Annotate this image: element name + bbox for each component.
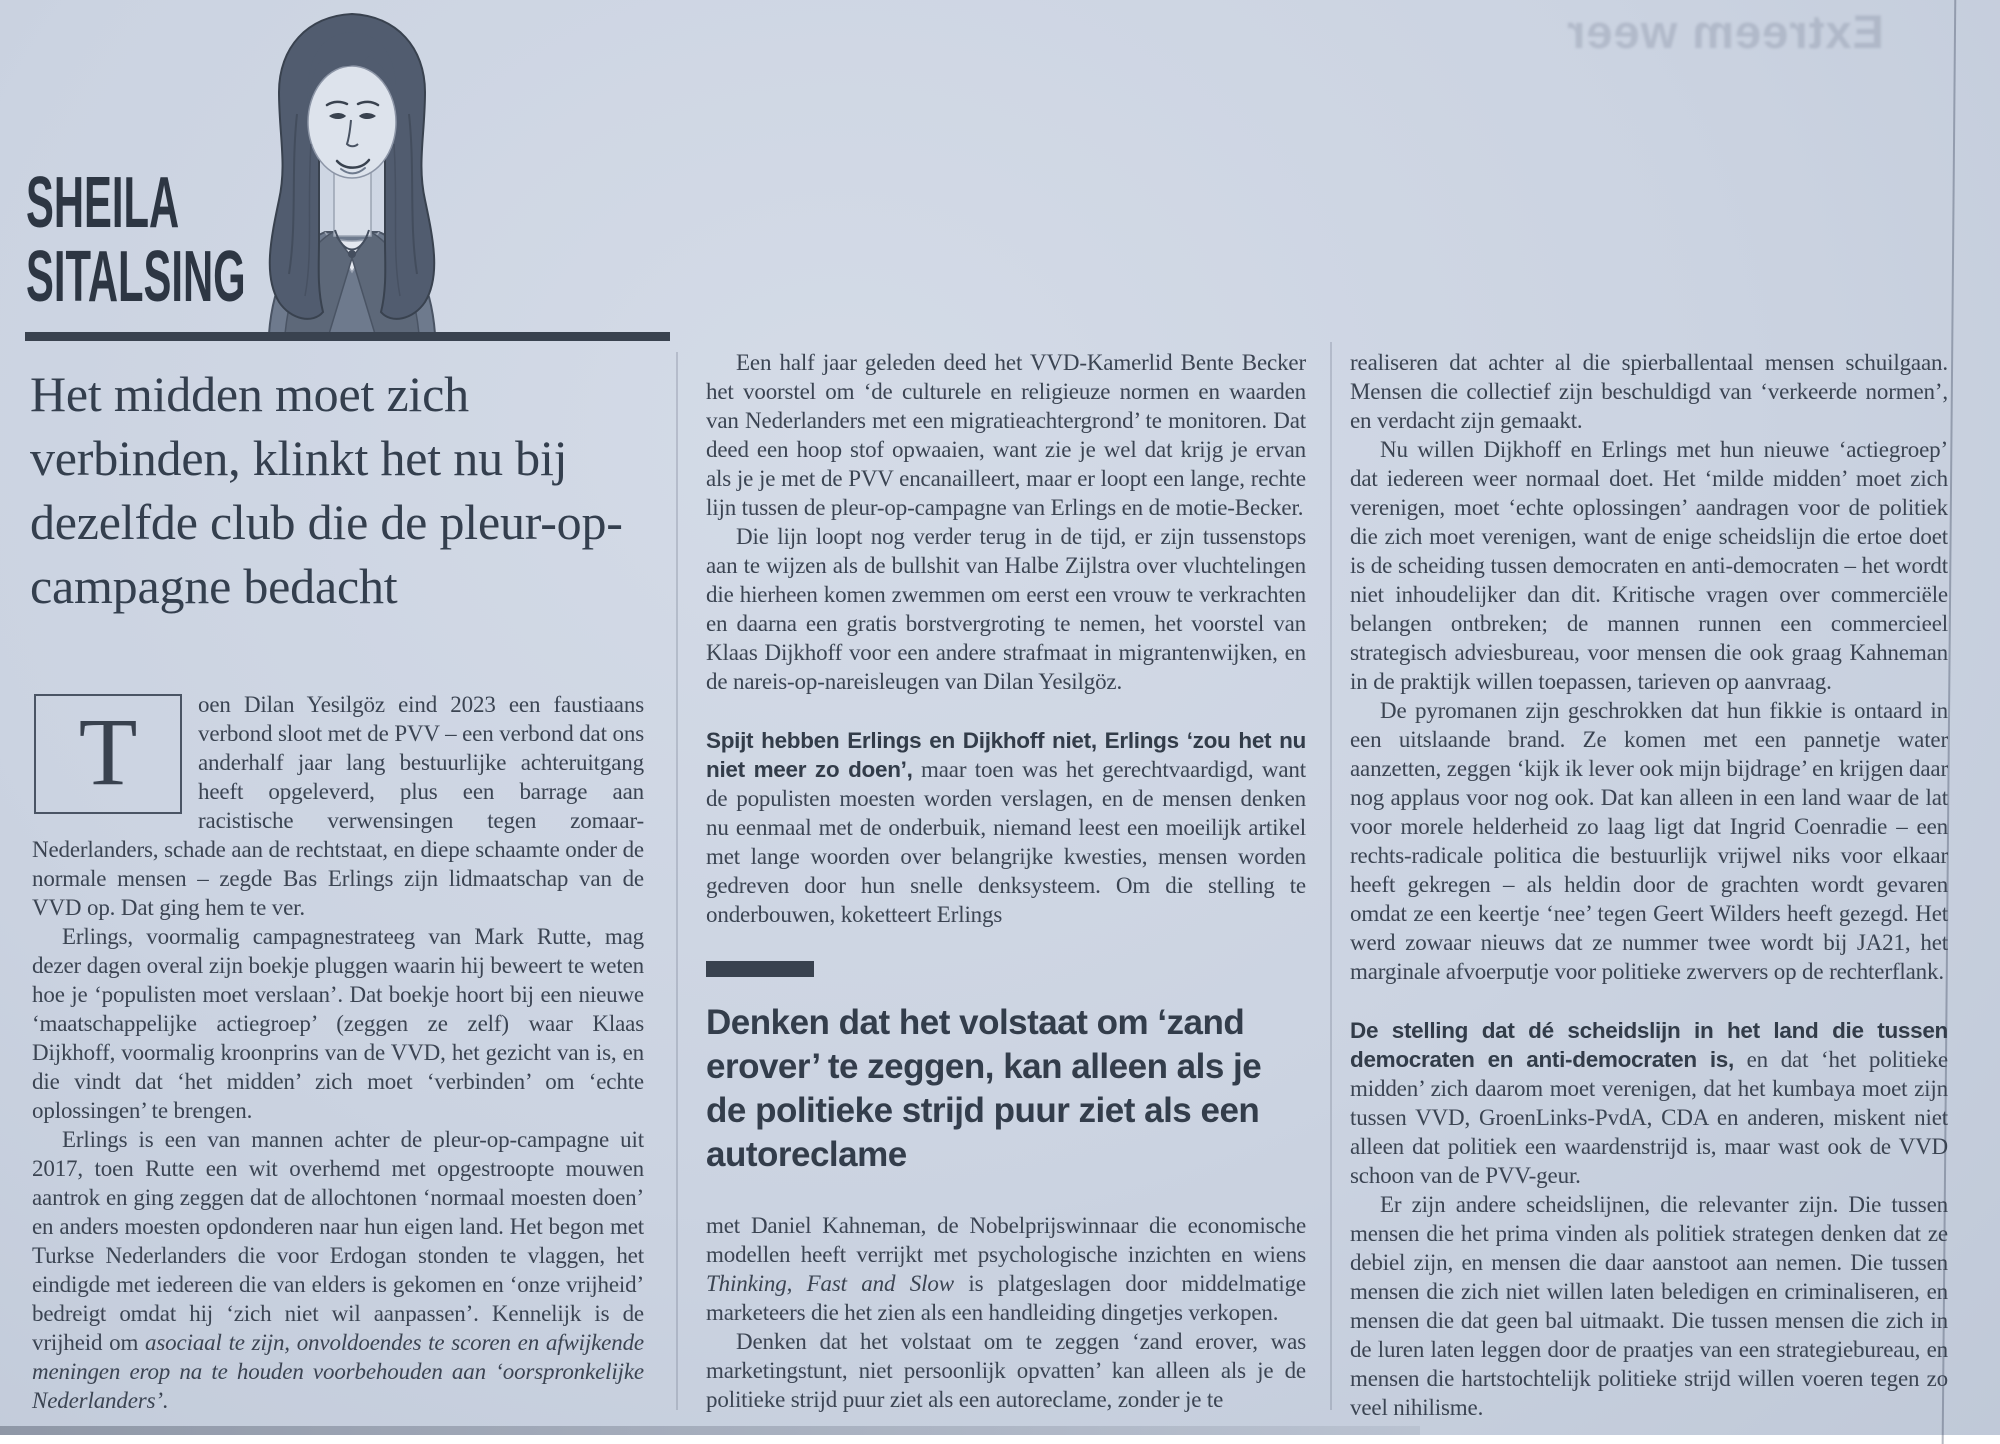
pull-quote xyxy=(706,961,1306,1177)
article-paragraph xyxy=(1350,435,1948,696)
article-paragraph xyxy=(1350,348,1948,435)
article-paragraph xyxy=(1350,696,1948,986)
headline: Het midden moet zich verbinden, klinkt het nu bij dezelfde club die de pleur-op-campagne bedacht xyxy=(30,366,623,614)
page-bottom-shadow xyxy=(0,1426,1420,1435)
article-paragraph xyxy=(706,522,1306,696)
column-1 xyxy=(32,690,644,1415)
article-paragraph xyxy=(1350,1016,1948,1190)
header-rule xyxy=(25,332,670,341)
bold-lead-text: De stelling dat dé scheidslijn in het land die tussen democraten en anti-democraten is, xyxy=(1350,1018,1948,1072)
column-3 xyxy=(1350,348,1948,1422)
paragraph-text: Die lijn loopt nog verder terug in de tijd, er zijn tussenstops aan te wijzen als de bullshit van Halbe Zijlstra over vluchtelingen die hierheen komen zwemmen om eerst een vrouw te verkrachten en daarna een gratis borstvergroting te nemen, het voorstel van Klaas Dijkhoff voor een andere strafmaat in migrantenwijken, en de nareis-op-nareisleugen van Dilan Yesilgöz. xyxy=(706,524,1306,694)
paragraph-text: met Daniel Kahneman, de Nobelprijswinnaar die economische modellen heeft verrijkt met psychologische inzichten en wiens xyxy=(706,1213,1306,1267)
drop-cap: T xyxy=(34,694,182,814)
paragraph-text: Nu willen Dijkhoff en Erlings met hun nieuwe ‘actiegroep’ dat iedereen weer normaal doet. Het ‘milde midden’ moet zich verenigen, moet ‘echte oplossingen’ aandragen voor de politiek die zich moet verenigen, want de enige scheidslijn die ertoe doet is de scheiding tussen democraten en anti-democraten – het wordt niet inhoudelijker dan dit. Kritische vragen over commerciële belangen ontbreken; de mannen runnen een commercieel strategisch adviesbureau, voor mensen die ook graag Kahneman in de praktijk willen toepassen, tarieven op aanvraag. xyxy=(1350,437,1948,694)
article-paragraph xyxy=(32,1125,644,1415)
author-name xyxy=(26,163,405,317)
column-2 xyxy=(706,348,1306,1414)
paragraph-text: is platgeslagen door middelmatige marketeers die het zien als een handleiding dingetjes verkopen. xyxy=(706,1271,1306,1325)
article-paragraph xyxy=(706,1327,1306,1414)
article-paragraph xyxy=(706,1211,1306,1327)
author-first-name: SHEILA xyxy=(26,163,180,243)
paragraph-text: Erlings is een van mannen achter de pleur-op-campagne uit 2017, toen Rutte een wit overhemd met opgestroopte mouwen aantrok en ging zeggen dat de allochtonen ‘normaal moesten doen’ en anders moesten opdonderen naar hun eigen land. Het begon met Turkse Nederlanders die voor Erdogan stonden te vlaggen, het eindigde met iedereen die van elders is gekomen en ‘onze vrijheid’ bedreigt omdat hij ‘zich niet wil aanpassen’. Kennelijk is de vrijheid om xyxy=(32,1127,644,1355)
article-paragraph xyxy=(1350,1190,1948,1422)
paragraph-text: maar toen was het gerechtvaardigd, want de populisten moesten worden verslagen, en de mensen denken nu eenmaal met de onderbuik, niemand leest een moeilijk artikel met lange woorden over belangrijke kwesties, mensen worden gedreven door hun snelle denksysteem. Om die stelling te onderbouwen, koketteert Erlings xyxy=(706,757,1306,927)
article-paragraph xyxy=(32,922,644,1125)
paragraph-text: realiseren dat achter al die spierballentaal mensen schuilgaan. Mensen die collectief zijn beschuldigd van ‘verkeerde normen’, en verdacht zijn gemaakt. xyxy=(1350,350,1948,433)
paragraph-text: Er zijn andere scheidslijnen, die relevanter zijn. Die tussen mensen die het prima vinden als politiek strategen denken dat ze debiel zijn, en mensen die daar aanstoot aan nemen. Die tussen mensen die zich niet willen laten beledigen en criminaliseren, en mensen die dat geen bal uitmaakt. Die tussen mensen die zich in de luren laten leggen door de praatjes van een strategiebureau, en mensen die hartstochtelijk politieke strijd willen voeren tegen zo veel nihilisme. xyxy=(1350,1192,1948,1420)
article-paragraph xyxy=(32,690,644,922)
paragraph-text: oen Dilan Yesilgöz eind 2023 een faustiaans verbond sloot met de PVV – een verbond dat ons anderhalf jaar lang bestuurlijke achteruitgang heeft opgeleverd, plus een barrage aan racistische verwensingen tegen zomaar-Nederlanders, schade aan de rechtstaat, en diepe schaamte onder de normale mensen – zegde Bas Erlings zijn lidmaatschap van de VVD op. Dat ging hem te ver. xyxy=(32,692,644,920)
pull-quote-text: Denken dat het volstaat om ‘zand erover’ te zeggen, kan alleen als je de politieke strijd puur ziet als een autoreclame xyxy=(706,1003,1262,1174)
showthrough-text: Extreem weer xyxy=(1566,5,1884,58)
author-last-name: SITALSING xyxy=(26,237,246,317)
column-divider xyxy=(1330,342,1332,1410)
italic-text: asociaal te zijn, onvoldoendes te scoren en afwijkende meningen erop na te houden voorbehouden aan ‘oorspronkelijke Nederlanders’. xyxy=(32,1330,644,1413)
paragraph-text: Erlings, voormalig campagnestrateeg van Mark Rutte, mag dezer dagen overal zijn boekje pluggen waarin hij beweert te weten hoe je ‘populisten moet verslaan’. Dat boekje hoort bij een nieuwe ‘maatschappelijke actiegroep’ (zeggen ze zelf) waar Klaas Dijkhoff, voormalig kroonprins van de VVD, het gezicht van is, en die vindt dat ‘het midden’ zich moet ‘verbinden’ om ‘echte oplossingen’ te brengen. xyxy=(32,924,644,1123)
paragraph-text: De pyromanen zijn geschrokken dat hun fikkie is ontaard in een uitslaande brand. Ze komen met een pannetje water aanzetten, zeggen ‘kijk ik lever ook mijn bijdrage’ en krijgen daar nog applaus voor nog ook. Dat kan alleen in een land waar de lat voor morele helderheid zo laag ligt dat Ingrid Coenradie – een rechts-radicale politica die bestuurlijk vrijwel niks voor elkaar heeft gekregen – als heldin door de grachten wordt gevaren omdat ze een keertje ‘nee’ tegen Geert Wilders heeft gezegd. Het werd zowaar nieuws dat ze nummer twee wordt bij JA21, het marginale afvoerputje voor politieke zwervers op de rechterflank. xyxy=(1350,698,1948,984)
paragraph-text: Denken dat het volstaat om te zeggen ‘zand erover, was marketingstunt, niet persoonlijk opvatten’ kan alleen als je de politieke strijd puur ziet als een autoreclame, zonder je te xyxy=(706,1329,1306,1412)
article-paragraph xyxy=(706,726,1306,929)
italic-book-title: Thinking, Fast and Slow xyxy=(706,1271,954,1296)
pull-quote-bar xyxy=(706,961,814,977)
article-paragraph xyxy=(706,348,1306,522)
bold-lead-text: Spijt hebben Erlings en Dijkhoff niet, Erlings ‘zou het nu niet meer zo doen’, xyxy=(706,728,1306,782)
paragraph-text: en dat ‘het politieke midden’ zich daarom moet verenigen, dat het kumbaya moet zijn tussen VVD, GroenLinks-PvdA, CDA en anderen, miskent niet alleen dat politiek een waardenstrijd is, maar wast ook de VVD schoon van de PVV-geur. xyxy=(1350,1047,1948,1188)
paragraph-text: Een half jaar geleden deed het VVD-Kamerlid Bente Becker het voorstel om ‘de culturele en religieuze normen en waarden van Nederlanders met een migratieachtergrond’ te monitoren. Dat deed een hoop stof opwaaien, want zie je wel dat krijg je ervan als je je met de PVV encanailleert, maar er loopt een lange, rechte lijn tussen de pleur-op-campagne van Erlings en de motie-Becker. xyxy=(706,350,1306,520)
